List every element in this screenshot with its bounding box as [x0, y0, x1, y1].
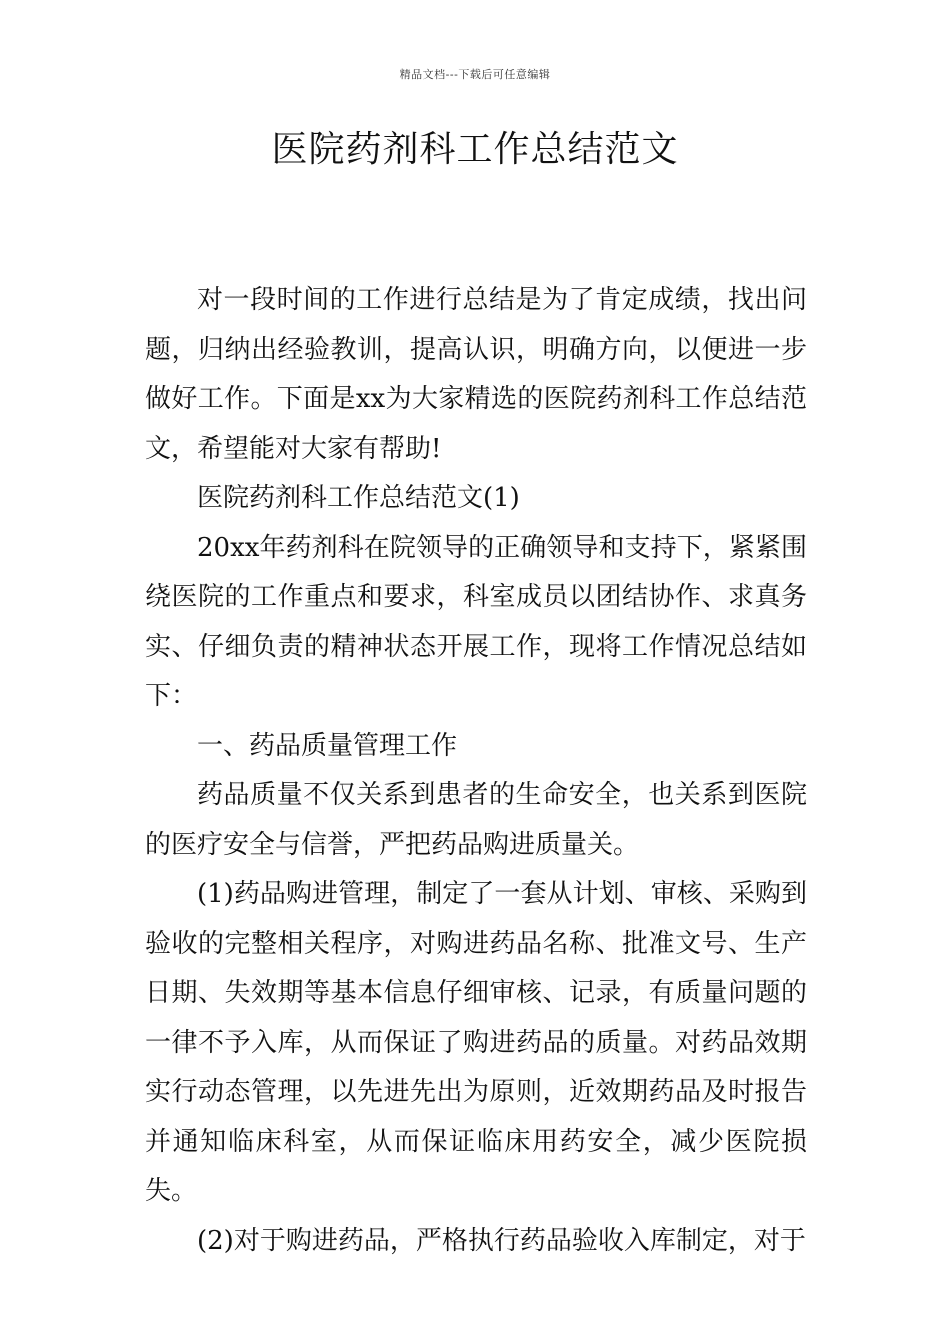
header-note: 精品文档---下载后可任意编辑 [399, 68, 551, 81]
paragraph-subtitle: 医院药剂科工作总结范文(1) [197, 483, 520, 513]
document-title: 医院药剂科工作总结范文 [271, 129, 679, 170]
section-heading-1: 一、药品质量管理工作 [197, 730, 458, 761]
paragraph-purchase-management: (1)药品购进管理，制定了一套从计划、审核、采购到验收的完整相关程序，对购进药品名称、批准文号、生产日期、失效期等基本信息仔细审核、记录，有质量问题的一律不予入库，从而保证了购进药品的质量。对药品效期实行动态管理，以先进先出为原则，近效期药品及时报告并通知临床科室，从而保证临床用药安全，减少医院损失。 [145, 879, 807, 1206]
paragraph-intro: 对一段时间的工作进行总结是为了肯定成绩，找出问题，归纳出经验教训，提高认识，明确方向，以便进一步做好工作。下面是xx为大家精选的医院药剂科工作总结范文，希望能对大家有帮助! [145, 285, 807, 464]
paragraph-overview: 20xx年药剂科在院领导的正确领导和支持下，紧紧围绕医院的工作重点和要求，科室成员以团结协作、求真务实、仔细负责的精神状态开展工作，现将工作情况总结如下： [145, 532, 807, 711]
document-body [145, 276, 807, 1266]
paragraph-quality: 药品质量不仅关系到患者的生命安全，也关系到医院的医疗安全与信誉，严把药品购进质量关。 [145, 780, 807, 860]
paragraph-inspection: (2)对于购进药品，严格执行药品验收入库制定，对于 [197, 1225, 806, 1256]
